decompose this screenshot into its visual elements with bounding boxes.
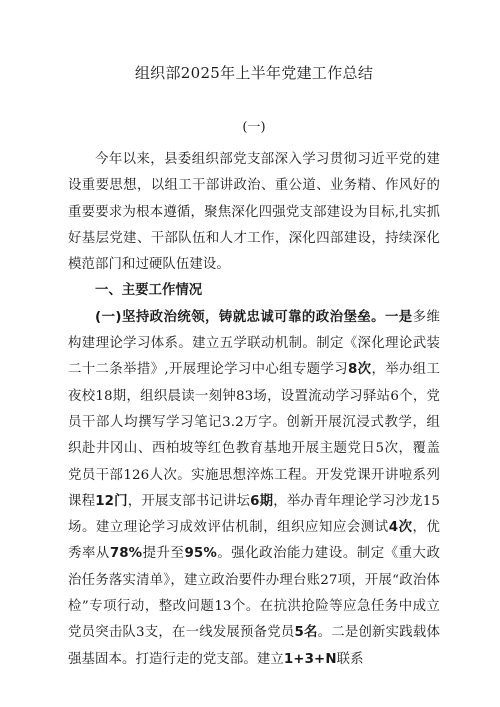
highlight-number: 95% — [184, 546, 217, 562]
body-text: ，举办青年理论学习沙龙15场。建立理论学习成效评估机制，组织应知应会测试 — [68, 493, 441, 536]
body-text: 。强化政治能力建设。制定《重大政治任务落实清单》，建立政治要件办理台账27项，开展“政治体检”专项行动，整改问题13个。在抗洪抢险等应急任务中成立党员突击队3支，在一线发展预备党员 — [68, 546, 440, 641]
highlight-number: 1+3+N — [283, 651, 337, 667]
body-paragraph — [68, 305, 440, 673]
highlight-number: 8次 — [347, 362, 372, 378]
body-text: ，举办组工夜校18期，组织晨读一刻钟83场，设置流动学习驿站6个，党员干部人均撰写学习笔记3.2万字。创新开展沉浸式教学，组织赴井冈山、西柏坡等红色教育基地开展主题党日5次，覆盖党员干部126人次。实施思想淬炼工程。开发党课开讲啦系列课程 — [68, 362, 440, 509]
intro-paragraph: 今年以来，县委组织部党支部深入学习贯彻习近平党的建设重要思想，以组工干部讲政治、重公道、业务精、作风好的重要要求为根本遵循，聚焦深化四强党支部建设为目标,扎实抓好基层党建、干部队伍和人才工作，深化四部建设，持续深化模范部门和过硬队伍建设。 — [68, 152, 440, 273]
point-label: 二是 — [331, 625, 359, 641]
subsection-heading: (一)坚持政治统领，铸就忠诚可靠的政治堡垒。 — [95, 309, 385, 325]
highlight-number: 6期 — [250, 493, 274, 509]
point-label: 一是 — [384, 309, 413, 325]
body-text: 创新实践载体强基固本。打造行走的党支部。建立 — [68, 625, 440, 667]
body-text: 提升至 — [142, 546, 185, 562]
highlight-number: 4次 — [388, 520, 413, 536]
highlight-number: 12门 — [95, 493, 128, 509]
body-text: 。 — [317, 625, 332, 641]
highlight-number: 5名 — [294, 625, 318, 641]
body-text: 多维构建理论学习体系。建立五学联动机制。制定《深化理论武装二十二条举措》,开展理论学习中心组专题学习 — [68, 309, 440, 378]
highlight-number: 78% — [109, 546, 143, 562]
document-title: 组织部2025年上半年党建工作总结 — [134, 64, 374, 82]
section-number: (一) — [242, 120, 266, 135]
section-heading: 一、主要工作情况 — [95, 283, 203, 299]
body-text: ，优秀率从 — [68, 520, 440, 562]
body-text: ，开展支部书记讲坛 — [127, 493, 251, 509]
body-text: 联系 — [336, 651, 364, 667]
